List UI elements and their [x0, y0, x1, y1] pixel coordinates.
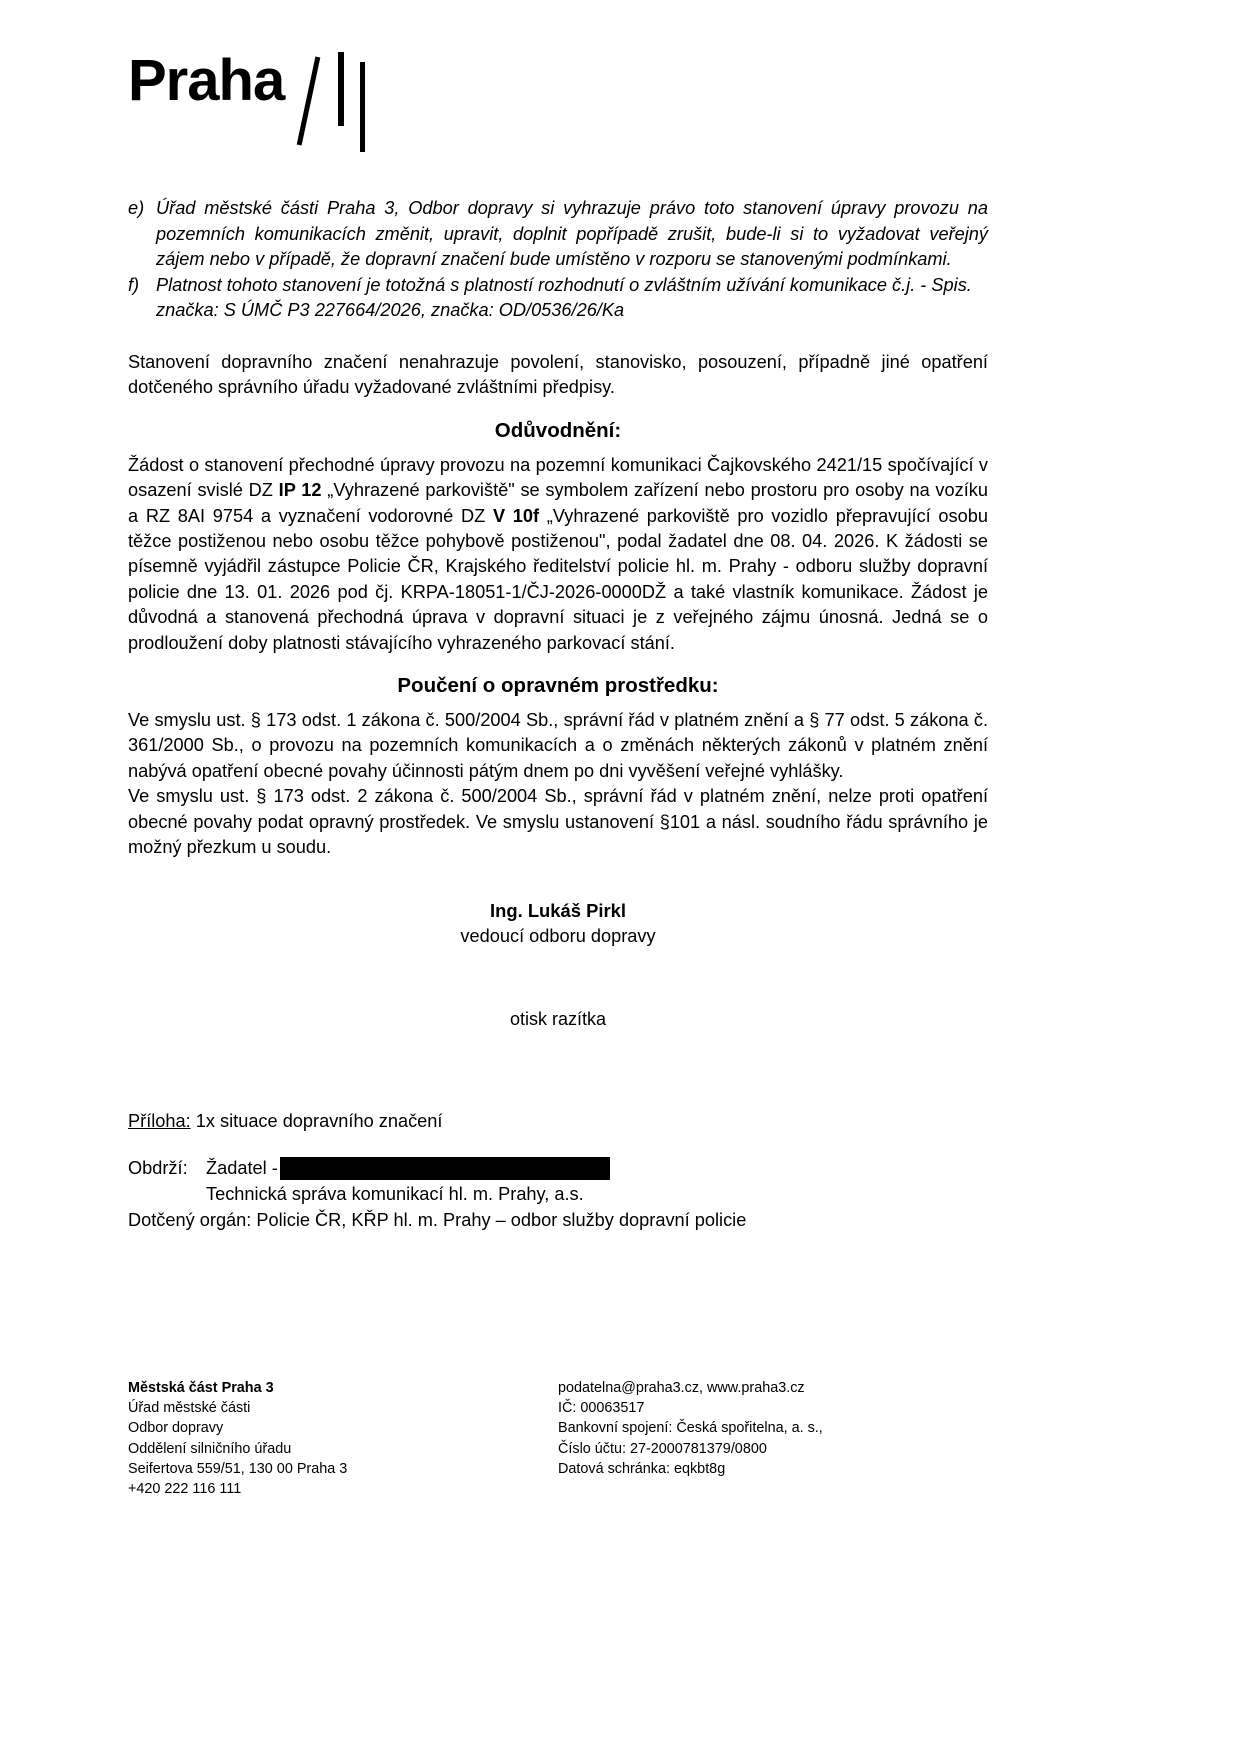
footer-left-column [128, 1378, 558, 1499]
signature-block [128, 898, 988, 949]
clause-marker-f: f) [128, 274, 140, 295]
recipient-row-applicant [128, 1155, 988, 1181]
recipient-row-tsk: Technická správa komunikací hl. m. Prahy, a.s. [206, 1184, 584, 1205]
recipients-block [128, 1155, 988, 1233]
footer-left-line-5: Seifertova 559/51, 130 00 Praha 3 [128, 1460, 348, 1477]
recipient-applicant-label: Žadatel - [206, 1158, 278, 1179]
footer-left-line-3: Odbor dopravy [128, 1420, 224, 1437]
footer-right-column [558, 1378, 988, 1499]
footer-right-line-1: podatelna@praha3.cz, www.praha3.cz [558, 1380, 805, 1396]
footer-left-line-2: Úřad městské části [128, 1400, 251, 1417]
signatory-role: vedoucí odboru dopravy [460, 926, 656, 947]
remedy-paragraph-1: Ve smyslu ust. § 173 odst. 1 zákona č. 500/2004 Sb., správní řád v platném znění a § 77 odst. 5 zákona č. 361/2000 Sb., o provozu na pozemních komunikacích a o změnách některých zákonů v platném znění nabývá opatření obecné povahy účinnosti pátým dnem po dni vyvěšení veřejné vyhlášky. [128, 710, 988, 781]
footer-left-line-1: Městská část Praha 3 [128, 1380, 274, 1396]
reasoning-heading: Odůvodnění: [494, 418, 622, 442]
clause-item-f [128, 273, 988, 324]
logo-marks [292, 52, 382, 144]
attachment-value: 1x situace dopravního značení [195, 1111, 443, 1132]
slash-icon [297, 56, 321, 145]
sign-code-horizontal: V 10f [492, 505, 540, 526]
recipient-row-authority: Dotčený orgán: Policie ČR, KŘP hl. m. Prahy – odbor služby dopravní policie [128, 1210, 747, 1231]
bar-icon-1 [338, 52, 344, 126]
note-paragraph: Stanovení dopravního značení nenahrazuje povolení, stanovisko, posouzení, případně jiné opatření dotčeného správního úřadu vyžadované zvláštními předpisy. [128, 351, 988, 398]
footer-right-line-3: Bankovní spojení: Česká spořitelna, a. s., [558, 1420, 823, 1437]
footer-right-line-2: IČ: 00063517 [558, 1400, 645, 1417]
logo-wordmark: Praha [128, 48, 285, 113]
reasoning-paragraph [128, 453, 988, 656]
footer-left-line-4: Oddělení silničního úřadu [128, 1440, 292, 1457]
clause-text-e: Úřad městské části Praha 3, Odbor dopravy si vyhrazuje právo toto stanovení úpravy provozu na pozemních komunikacích změnit, upravit, doplnit popřípadě zrušit, bude-li si to vyžadovat veřejný zájem nebo v případě, že dopravní značení bude umístěno v rozporu se stanovenými podmínkami. [156, 198, 988, 270]
reasoning-part3: „Vyhrazené parkoviště pro vozidlo přepravující osobu těžce postiženou nebo osobu těžce pohybově postiženou", podal žadatel dne 08. 04. 2026. K žádosti se písemně vyjádřil zástupce Policie ČR, Krajského ředitelství policie hl. m. Prahy - odboru služby dopravní policie dne 13. 01. 2026 pod čj. KRPA-18051-1/ČJ-2026-0000DŽ a také vlastník komunikace. Žádost je důvodná a stanovená přechodná úprava v dopravní situaci je z veřejného zájmu únosná. Jedná se o prodloužení doby platnosti stávajícího vyhrazeného parkovací stání. [128, 505, 988, 653]
clause-marker-e: e) [128, 198, 145, 218]
clause-item-e [128, 196, 988, 273]
remedy-paragraph-2: Ve smyslu ust. § 173 odst. 2 zákona č. 500/2004 Sb., správní řád v platném znění, nelze proti opatření obecné povahy podat opravný prostředek. Ve smyslu ustanovení §101 a násl. soudního řádu správního je možný přezkum u soudu. [128, 786, 988, 858]
bar-icon-2 [360, 62, 365, 152]
attachment-label: Příloha: [128, 1111, 191, 1132]
reasoning-part2: „Vyhrazené parkoviště" se symbolem zařízení nebo prostoru pro osoby na vozíku a RZ 8AI 9754 a vyznačení vodorovné DZ [128, 480, 988, 526]
page-footer [128, 1378, 1008, 1499]
signatory-name: Ing. Lukáš Pirkl [490, 900, 626, 922]
footer-right-line-5: Datová schránka: eqkbt8g [558, 1460, 726, 1477]
attachment-line [128, 1108, 988, 1135]
stamp-note: otisk razítka [509, 1009, 607, 1030]
clause-text-f: Platnost tohoto stanovení je totožná s platností rozhodnutí o zvláštním užívání komunikace č.j. - Spis. značka: S ÚMČ P3 227664/2026, značka: OD/0536/26/Ka [156, 274, 972, 321]
footer-right-line-4: Číslo účtu: 27-2000781379/0800 [558, 1440, 767, 1457]
redaction-bar [280, 1157, 610, 1180]
praha-logo [128, 48, 382, 144]
reasoning-part1: Žádost o stanovení přechodné úpravy provozu na pozemní komunikaci Čajkovského 2421/15 spočívající v osazení svislé DZ [128, 454, 988, 501]
sign-code-vertical: IP 12 [278, 480, 322, 501]
document-body [128, 196, 988, 1233]
remedy-heading: Poučení o opravném prostředku: [397, 674, 719, 698]
recipients-label: Obdrží: [128, 1158, 188, 1179]
footer-left-line-6: +420 222 116 111 [128, 1481, 242, 1498]
